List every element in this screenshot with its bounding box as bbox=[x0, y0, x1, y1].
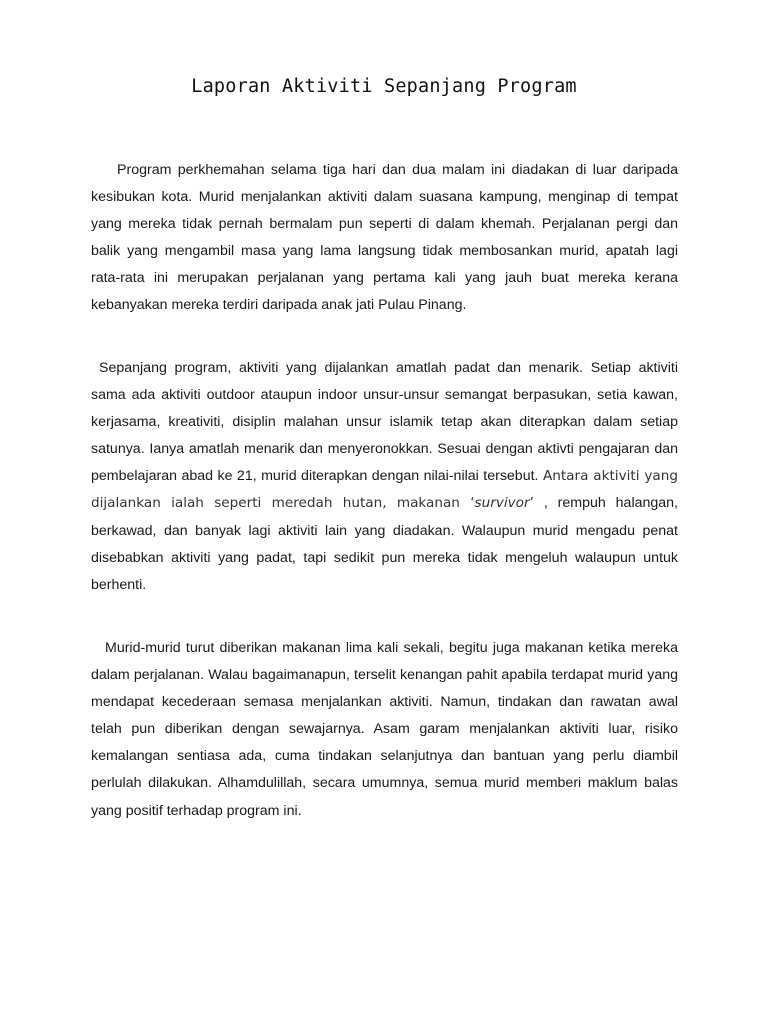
paragraph-program-activities bbox=[91, 355, 678, 599]
activities-list-quote-close: ’ bbox=[529, 495, 534, 512]
document-title: Laporan Aktiviti Sepanjang Program bbox=[191, 76, 577, 97]
paragraph-meals-and-safety: Murid-murid turut diberikan makanan lima kali sekali, begitu juga makanan ketika mereka dalam perjalanan. Walau bagaimanapun, terselit kenangan pahit apabila terdapat murid yang mendapat kecederaan semasa menjalankan aktiviti. Namun, tindakan dan rawatan awal telah pun diberikan dengan sewajarnya. Asam garam menjalankan aktiviti luar, risiko kemalangan sentiasa ada, cuma tindakan selanjutnya dan bantuan yang perlu diambil perlulah dilakukan. Alhamdulillah, secara umumnya, semua murid memberi maklum balas yang positif terhadap program ini. bbox=[91, 640, 678, 819]
paragraph-activities-text-a: Sepanjang program, aktiviti yang dijalankan amatlah padat dan menarik. Setiap aktiviti sama ada aktiviti outdoor ataupun indoor unsur-unsur semangat berpasukan, setia kawan, kerjasama, kreativiti, disiplin malahan unsur islamik tetap akan diterapkan dalam setiap satunya. Ianya amatlah menarik dan menyeronokkan. Sesuai dengan aktivti pengajaran dan pembelajaran abad ke 21, murid diterapkan dengan nilai-nilai tersebut. bbox=[91, 360, 678, 485]
survivor-term: survivor bbox=[474, 495, 530, 512]
activities-list-prefix: Antara aktiviti yang dijalankan ialah seperti meredah hutan, makanan ‘ bbox=[91, 468, 678, 512]
paragraph-activities-text-c: , rempuh halangan, berkawad, dan banyak lagi aktiviti lain yang diadakan. Walaupun murid mengadu penat disebabkan aktiviti yang padat, tapi sedikit pun mereka tidak mengeluh walaupun untuk berhenti. bbox=[91, 495, 678, 593]
paragraph-program-overview: Program perkhemahan selama tiga hari dan dua malam ini diadakan di luar daripada kesibukan kota. Murid menjalankan aktiviti dalam suasana kampung, menginap di tempat yang mereka tidak pernah bermalam pun seperti di dalam khemah. Perjalanan pergi dan balik yang mengambil masa yang lama langsung tidak membosankan murid, apatah lagi rata-rata ini merupakan perjalanan yang pertama kali yang jauh buat mereka kerana kebanyakan mereka terdiri daripada anak jati Pulau Pinang. bbox=[91, 162, 678, 314]
